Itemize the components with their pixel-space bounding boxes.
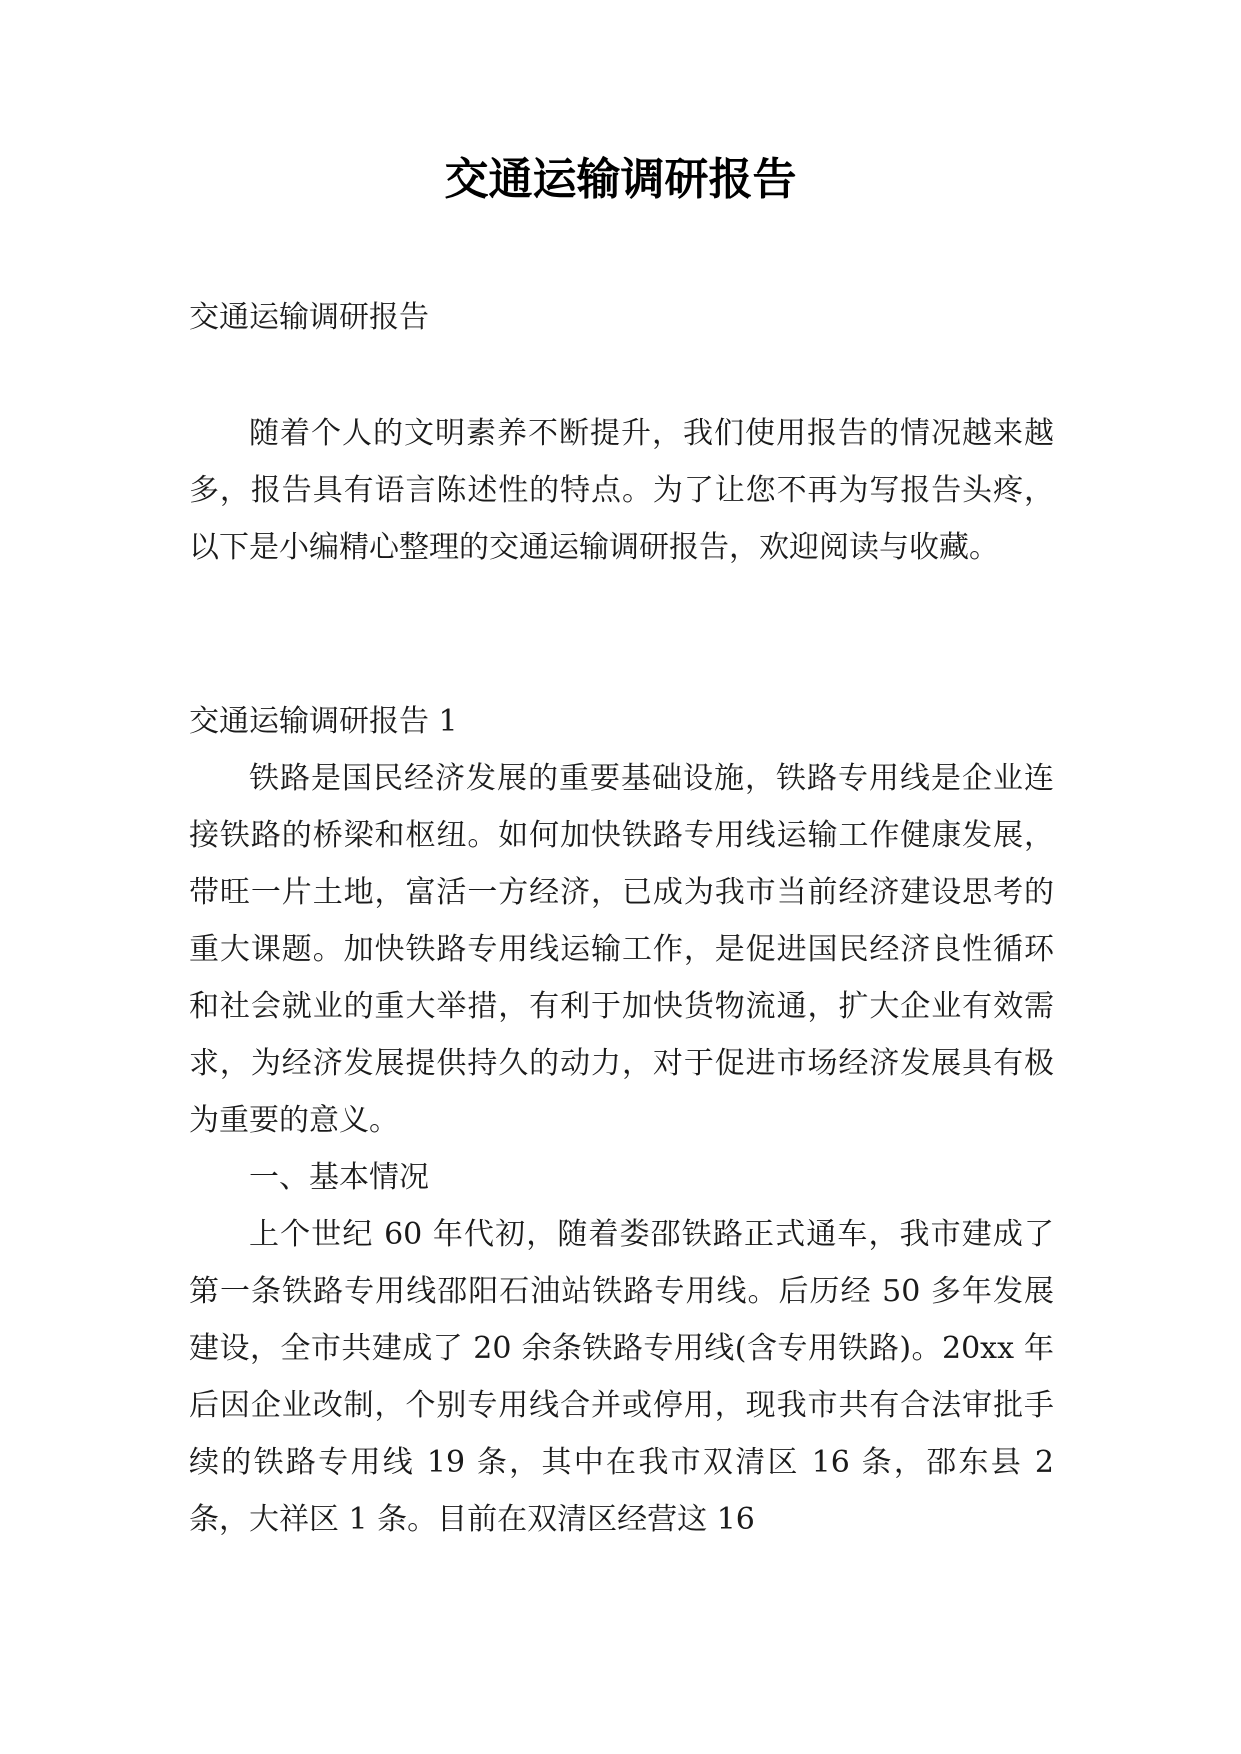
body-paragraph: 上个世纪 60 年代初，随着娄邵铁路正式通车，我市建成了第一条铁路专用线邵阳石油站铁路专用线。后历经 50 多年发展建设，全市共建成了 20 余条铁路专用线(含专用铁路)。20xx 年后因企业改制，个别专用线合并或停用，现我市共有合法审批手续的铁路专用线 19 条，其中在我市双清区 16 条，邵东县 2 条，大祥区 1 条。目前在双清区经营这 16 — [189, 1217, 1054, 1537]
body-paragraph: 铁路是国民经济发展的重要基础设施，铁路专用线是企业连接铁路的桥梁和枢纽。如何加快铁路专用线运输工作健康发展，带旺一片土地，富活一方经济，已成为我市当前经济建设思考的重大课题。加快铁路专用线运输工作，是促进国民经济良性循环和社会就业的重大举措，有利于加快货物流通，扩大企业有效需求，为经济发展提供持久的动力，对于促进市场经济发展具有极为重要的意义。 — [189, 761, 1054, 1138]
intro-section — [189, 405, 1054, 576]
subheading-basic-situation: 一、基本情况 — [249, 1160, 429, 1195]
document-title: 交通运输调研报告 — [444, 154, 797, 205]
intro-paragraph: 随着个人的文明素养不断提升，我们使用报告的情况越来越多，报告具有语言陈述性的特点。为了让您不再为写报告头疼，以下是小编精心整理的交通运输调研报告，欢迎阅读与收藏。 — [189, 416, 1054, 565]
section-heading: 交通运输调研报告 1 — [189, 704, 458, 739]
document-subtitle: 交通运输调研报告 — [189, 300, 429, 335]
section-body — [189, 750, 1054, 1548]
